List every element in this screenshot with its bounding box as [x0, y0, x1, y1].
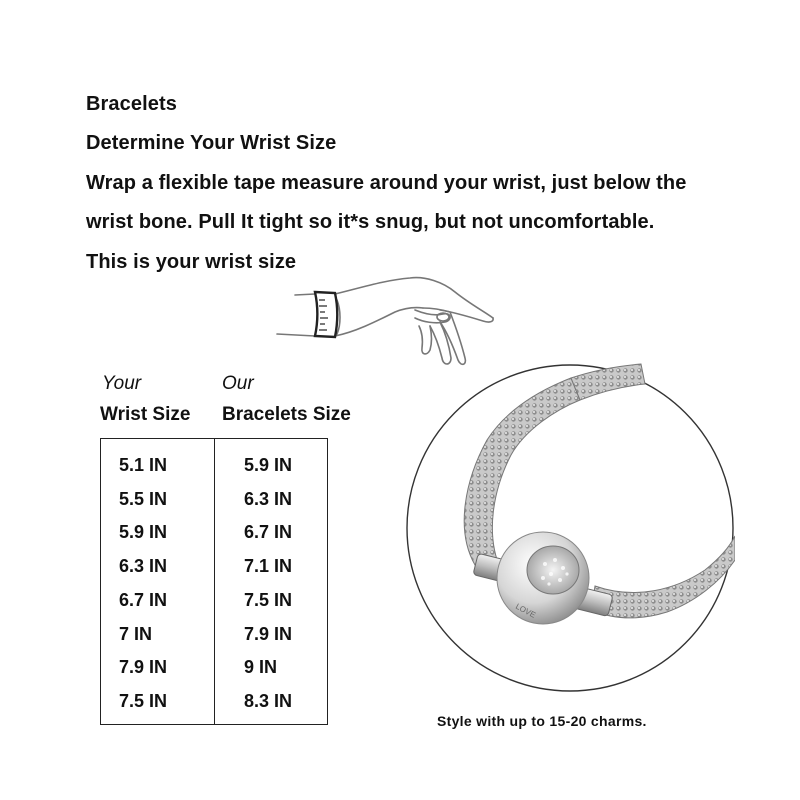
- bracelet-size-cell: 7.5 IN: [244, 589, 293, 610]
- wrist-size-cell: 5.1 IN: [119, 455, 168, 475]
- wrist-size-cell: 7 IN: [119, 623, 153, 644]
- clasp-engraving: LOVE: [514, 601, 538, 620]
- instruction-line-2: wrist bone. Pull It tight so it*s snug, but not uncomfortable.: [86, 211, 655, 233]
- wrist-size-cell: 5.9 IN: [119, 522, 168, 543]
- bracelet-size-cell: 8.3 IN: [244, 690, 293, 711]
- col-wrist-label-top: Your: [102, 373, 142, 394]
- wrist-size-cell: 6.3 IN: [119, 556, 168, 577]
- wrist-measure-illustration-icon: [275, 270, 497, 370]
- wrist-size-cell: 5.5 IN: [119, 488, 168, 509]
- instruction-line-1: Wrap a flexible tape measure around your wrist, just below the: [86, 172, 687, 194]
- col-bracelet-label-top: Our: [222, 373, 254, 394]
- wrist-size-cell: 7.5 IN: [119, 690, 168, 711]
- section-subtitle: Determine Your Wrist Size: [86, 132, 337, 154]
- bracelet-size-cell: 7.1 IN: [244, 556, 293, 577]
- col-bracelet-label: Bracelets Size: [222, 404, 351, 425]
- bracelet-size-cell: 5.9 IN: [244, 455, 293, 475]
- wrist-size-cell: 7.9 IN: [119, 657, 168, 678]
- table-divider: [214, 438, 215, 724]
- bracelet-size-cell: 6.3 IN: [244, 488, 293, 509]
- page-title: Bracelets: [86, 93, 177, 115]
- bracelet-size-cell: 9 IN: [244, 657, 278, 678]
- size-table: [100, 438, 328, 725]
- mesh-bracelet-photo-icon: [405, 360, 735, 696]
- wrist-size-cell: 6.7 IN: [119, 589, 168, 610]
- instruction-line-3: This is your wrist size: [86, 251, 297, 273]
- product-caption: Style with up to 15-20 charms.: [437, 713, 647, 729]
- tape-measure-icon: [315, 292, 337, 337]
- bracelet-size-cell: 6.7 IN: [244, 522, 293, 543]
- bracelet-size-cell: 7.9 IN: [244, 623, 293, 644]
- col-wrist-label: Wrist Size: [100, 404, 191, 425]
